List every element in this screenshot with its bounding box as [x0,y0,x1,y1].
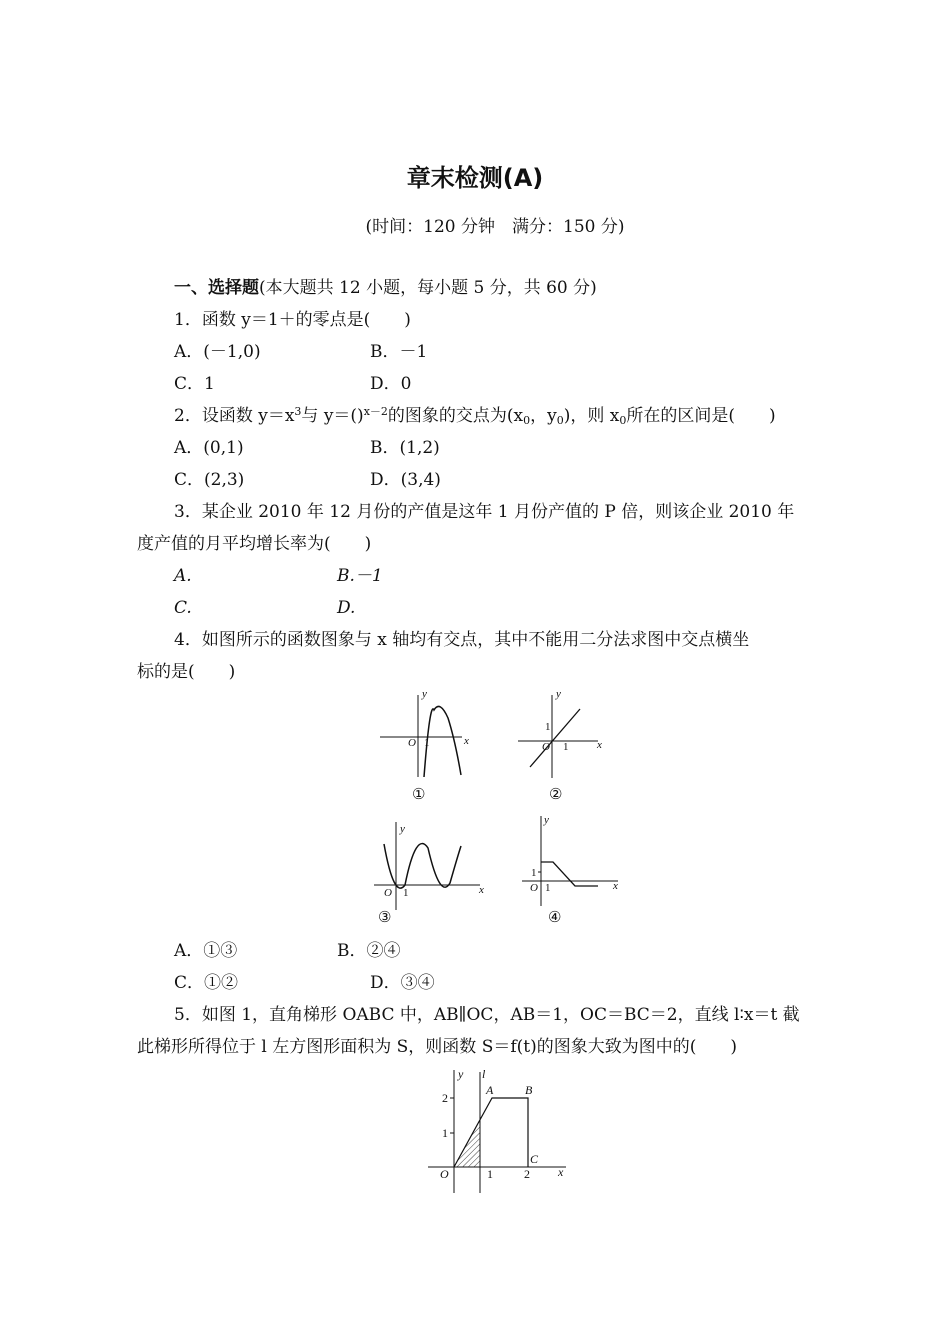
q2-text-f: 所在的区间是( ) [626,406,776,426]
question-4-line-1: 4．如图所示的函数图象与 x 轴均有交点，其中不能用二分法求图中交点横坐 [174,630,750,650]
point-c-label: C [530,1152,539,1166]
q2-sub-3: 0 [619,414,627,427]
q3-option-b: B.－1 [337,566,383,586]
q3-option-a: A. [174,566,192,586]
fig3-y-label: y [400,823,405,835]
q5-y-label: y [458,1067,464,1081]
q2-text-c: 的图象的交点为(x [387,406,524,426]
fig1-x-label: x [464,735,469,747]
q2-option-d: D．(3,4) [370,470,441,490]
q2-option-c: C．(2,3) [174,470,245,490]
fig1-origin: O [408,737,416,749]
fig4-tick-y: 1 [531,867,537,879]
q2-sub-2: 0 [556,414,564,427]
fig1-tick: 1 [424,737,430,749]
question-5-line-2: 此梯形所得位于 l 左方图形面积为 S，则函数 S＝f(t)的图象大致为图中的( ) [137,1037,737,1057]
section-note: (本大题共 12 小题，每小题 5 分，共 60 分) [259,278,597,298]
q4-option-a: A．①③ [174,941,238,961]
question-3-line-2: 度产值的月平均增长率为( ) [137,534,372,554]
fig4-label: ④ [548,910,562,926]
q2-text-b: 与 y＝() [301,406,364,426]
point-b-label: B [525,1083,533,1097]
q2-sub-1: 0 [523,414,531,427]
fig2-x-label: x [597,739,602,751]
fig3-tick: 1 [403,887,409,899]
fig2-y-label: y [556,688,561,700]
q1-option-a: A．(－1,0) [174,342,261,362]
section-title: 一、选择题 [174,278,259,298]
fig3-origin: O [384,887,392,899]
fig1-label: ① [412,787,426,803]
q1-option-b: B．－1 [370,342,428,362]
fig2-tick-x: 1 [563,741,569,753]
question-3-line-1: 3．某企业 2010 年 12 月份的产值是这年 1 月份产值的 P 倍，则该企业 2010 年 [174,502,795,522]
q2-option-a: A．(0,1) [174,438,244,458]
q1-option-d: D．0 [370,374,412,394]
page-title: 章末检测(A) [406,164,544,192]
q5-x-label: x [558,1165,564,1179]
q2-sup-2: x－2 [363,405,388,418]
tick-x-2-label: 2 [524,1167,530,1181]
fig3-x-label: x [479,884,484,896]
question-1-stem: 1．函数 y＝1＋的零点是( ) [174,310,411,330]
q2-option-b: B．(1,2) [370,438,440,458]
q3-option-d: D. [337,598,356,618]
fig1-y-label: y [422,688,427,700]
q2-text-d: ，y [530,406,557,426]
q5-l-label: l [482,1067,486,1081]
q4-option-b: B．②④ [337,941,401,961]
question-5-line-1: 5．如图 1，直角梯形 OABC 中，AB∥OC，AB＝1，OC＝BC＝2，直线 l∶x＝t 截 [174,1005,800,1025]
fig3-label: ③ [378,910,392,926]
tick-y-1-label: 1 [442,1126,448,1140]
tick-y-2-label: 2 [442,1091,448,1105]
q4-option-c: C．①② [174,973,239,993]
fig2-origin: O [542,741,550,753]
tick-x-1-label: 1 [487,1167,493,1181]
q1-option-c: C．1 [174,374,215,394]
q2-text-e: )，则 x [563,406,620,426]
fig2-tick-y: 1 [545,721,551,733]
q5-origin: O [440,1167,449,1181]
fig2-label: ② [549,787,563,803]
fig4-y-label: y [544,814,549,826]
q4-option-d: D．③④ [370,973,435,993]
fig4-origin: O [530,882,538,894]
q2-text-a: 2．设函数 y＝x [174,406,295,426]
q3-option-c: C. [174,598,192,618]
fig4-tick-x: 1 [545,882,551,894]
fig4-x-label: x [613,880,618,892]
exam-info: (时间：120 分钟 满分：150 分) [365,217,625,237]
q2-sup-1: 3 [294,405,302,418]
question-4-line-2: 标的是( ) [137,662,236,682]
point-a-label: A [486,1083,494,1097]
